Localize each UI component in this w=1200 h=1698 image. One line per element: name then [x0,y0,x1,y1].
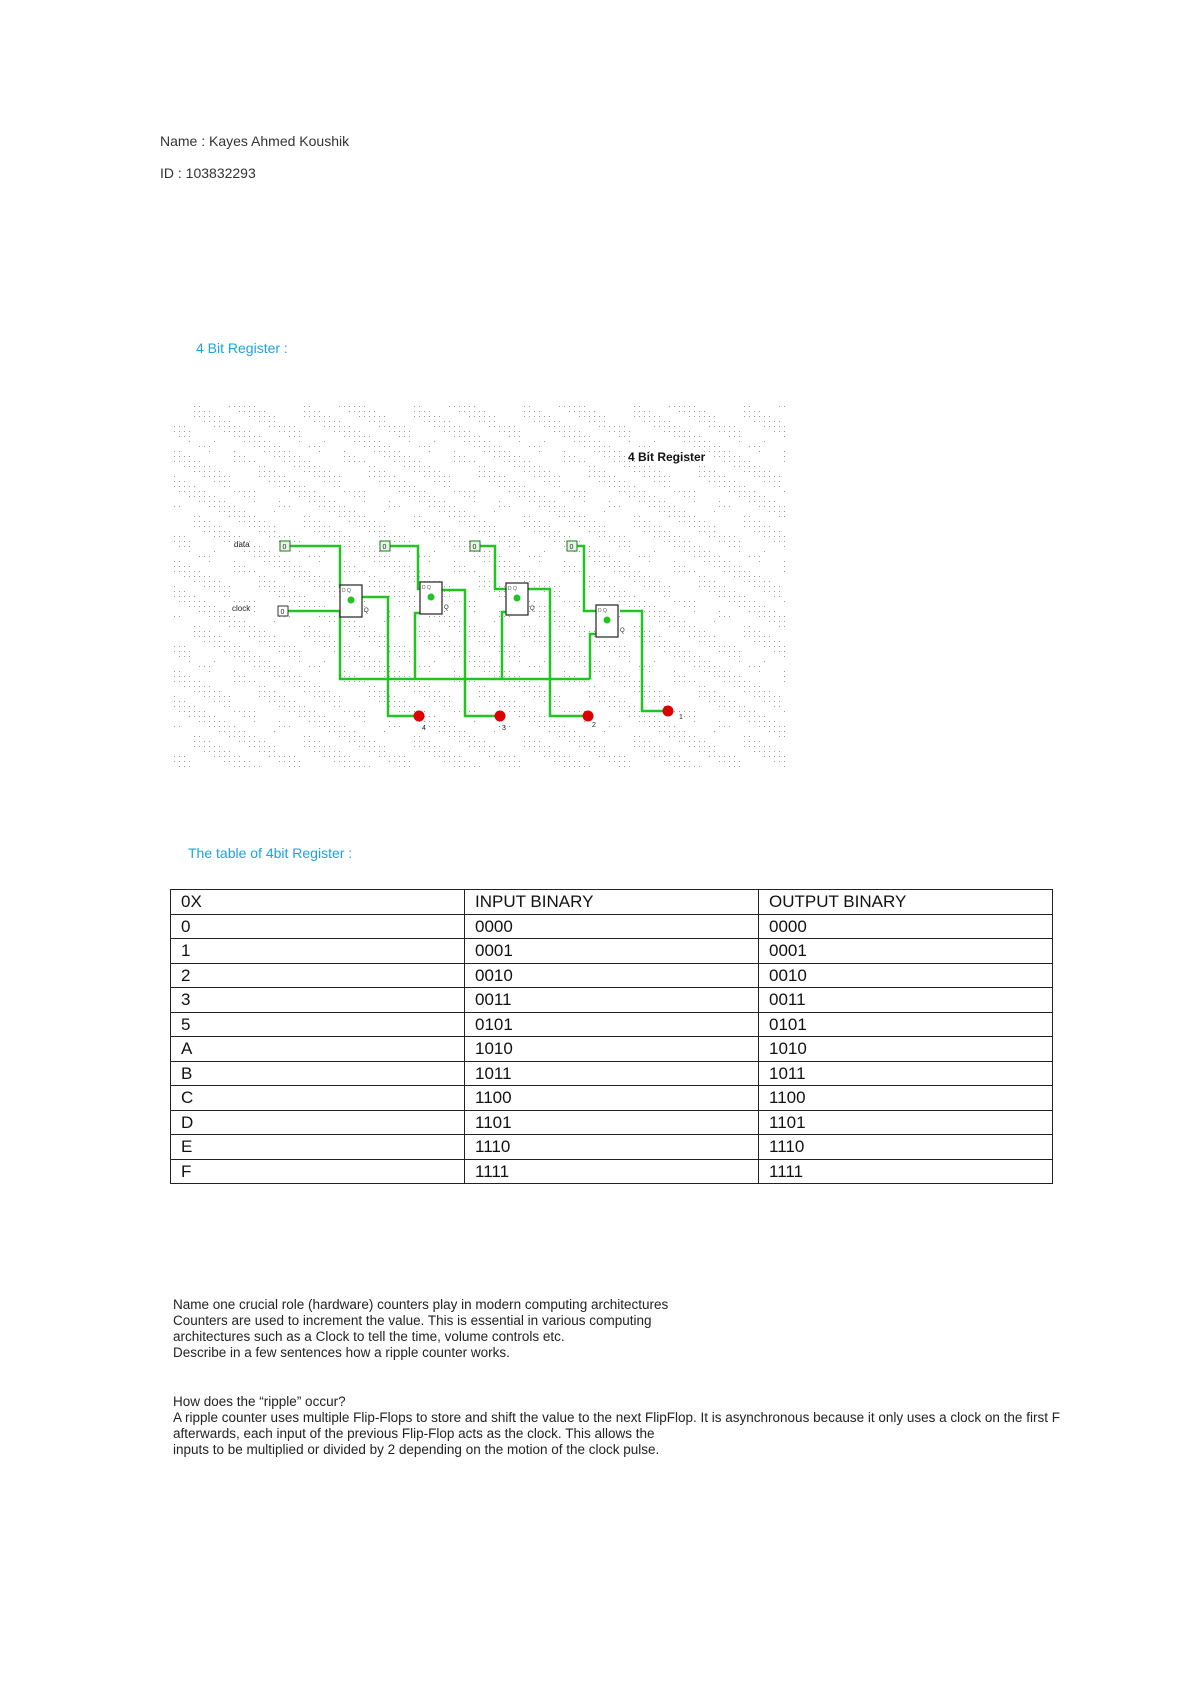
cell-output-binary: 0000 [759,914,1053,939]
input-value-2: 0 [382,544,387,551]
qa-answer-1-line-1: Counters are used to increment the value. This is essential in various computing [173,1313,652,1328]
cell-hex: 5 [171,1012,465,1037]
circuit-title: 4 Bit Register [628,450,706,464]
table-row [171,988,1053,1013]
cell-output-binary: 0010 [759,963,1053,988]
qa-answer-3-line-2: afterwards, each input of the previous Flip-Flop acts as the clock. This allows the [173,1426,655,1441]
cell-hex: E [171,1135,465,1160]
flip-flop-3-header: D Q [508,586,517,592]
data-input-switch-1[interactable] [280,541,290,551]
table-row [171,963,1053,988]
data-input-switch-4[interactable] [567,541,577,551]
table-heading: The table of 4bit Register : [188,845,353,861]
input-value-4: 0 [569,544,574,551]
output-label-4: 4 [422,725,426,732]
qa-question-2: Describe in a few sentences how a ripple counter works. [173,1345,510,1360]
clock-label: clock [232,604,251,613]
table-row [171,1159,1053,1184]
svg-text:Q: Q [364,608,369,614]
table-row [171,1110,1053,1135]
qa-block-1 [173,1297,668,1361]
qa-block-2 [173,1394,1060,1458]
cell-input-binary: 1011 [465,1061,759,1086]
cell-input-binary: 1111 [465,1159,759,1184]
cell-hex: 0 [171,914,465,939]
cell-output-binary: 1010 [759,1037,1053,1062]
cell-hex: 3 [171,988,465,1013]
qa-answer-1-line-2: architectures such as a Clock to tell the time, volume controls etc. [173,1329,565,1344]
flip-flop-2-header: D Q [422,585,431,591]
cell-hex: B [171,1061,465,1086]
data-input-switch-3[interactable] [470,541,480,551]
cell-hex: F [171,1159,465,1184]
cell-output-binary: 0011 [759,988,1053,1013]
register-heading: 4 Bit Register : [196,340,288,356]
cell-input-binary: 0000 [465,914,759,939]
cell-input-binary: 1010 [465,1037,759,1062]
svg-text:Q: Q [530,606,535,612]
output-label-2: 2 [592,722,596,729]
column-header-hex: 0X [171,890,465,915]
cell-output-binary: 1110 [759,1135,1053,1160]
cell-hex: 1 [171,939,465,964]
student-name: Name : Kayes Ahmed Koushik [160,133,350,149]
student-id: ID : 103832293 [160,165,256,181]
register-circuit-diagram [168,400,798,780]
output-led-2 [583,711,597,730]
cell-output-binary: 1100 [759,1086,1053,1111]
input-value-1: 0 [282,544,287,551]
clock-value: 0 [280,609,285,616]
flip-flop-1-header: D Q [342,588,351,594]
cell-hex: C [171,1086,465,1111]
table-row [171,1135,1053,1160]
output-label-1: 1 [679,714,683,721]
table-row [171,1037,1053,1062]
table-row [171,1086,1053,1111]
cell-output-binary: 1101 [759,1110,1053,1135]
flip-flop-4-header: D Q [598,608,607,614]
column-header-output: OUTPUT BINARY [759,890,1053,915]
cell-input-binary: 0101 [465,1012,759,1037]
output-led-1 [663,706,684,722]
svg-text:Q: Q [444,605,449,611]
output-label-3: 3 [502,725,506,732]
column-header-input: INPUT BINARY [465,890,759,915]
cell-input-binary: 1101 [465,1110,759,1135]
cell-input-binary: 0011 [465,988,759,1013]
cell-input-binary: 0010 [465,963,759,988]
data-label: data [234,540,250,549]
qa-answer-3-line-3: inputs to be multiplied or divided by 2 depending on the motion of the clock pulse. [173,1442,660,1457]
input-value-3: 0 [472,544,477,551]
cell-input-binary: 1100 [465,1086,759,1111]
table-row [171,914,1053,939]
qa-question-1: Name one crucial role (hardware) counters play in modern computing architectures [173,1297,669,1312]
cell-hex: A [171,1037,465,1062]
cell-output-binary: 0101 [759,1012,1053,1037]
cell-hex: 2 [171,963,465,988]
cell-input-binary: 0001 [465,939,759,964]
cell-hex: D [171,1110,465,1135]
qa-question-3: How does the “ripple” occur? [173,1394,346,1409]
cell-output-binary: 1111 [759,1159,1053,1184]
register-table [170,889,1053,1184]
cell-output-binary: 1011 [759,1061,1053,1086]
table-row [171,939,1053,964]
table-row [171,1061,1053,1086]
cell-output-binary: 0001 [759,939,1053,964]
cell-input-binary: 1110 [465,1135,759,1160]
clock-input-switch[interactable] [278,606,288,616]
qa-answer-3-line-1: A ripple counter uses multiple Flip-Flops to store and shift the value to the next FlipFlop. It is asynchronous because it only uses a clock on the first F [173,1410,1060,1425]
output-led-3 [495,711,507,733]
table-header-row [171,890,1053,915]
svg-text:Q: Q [620,628,625,634]
data-input-switch-2[interactable] [380,541,390,551]
table-row [171,1012,1053,1037]
